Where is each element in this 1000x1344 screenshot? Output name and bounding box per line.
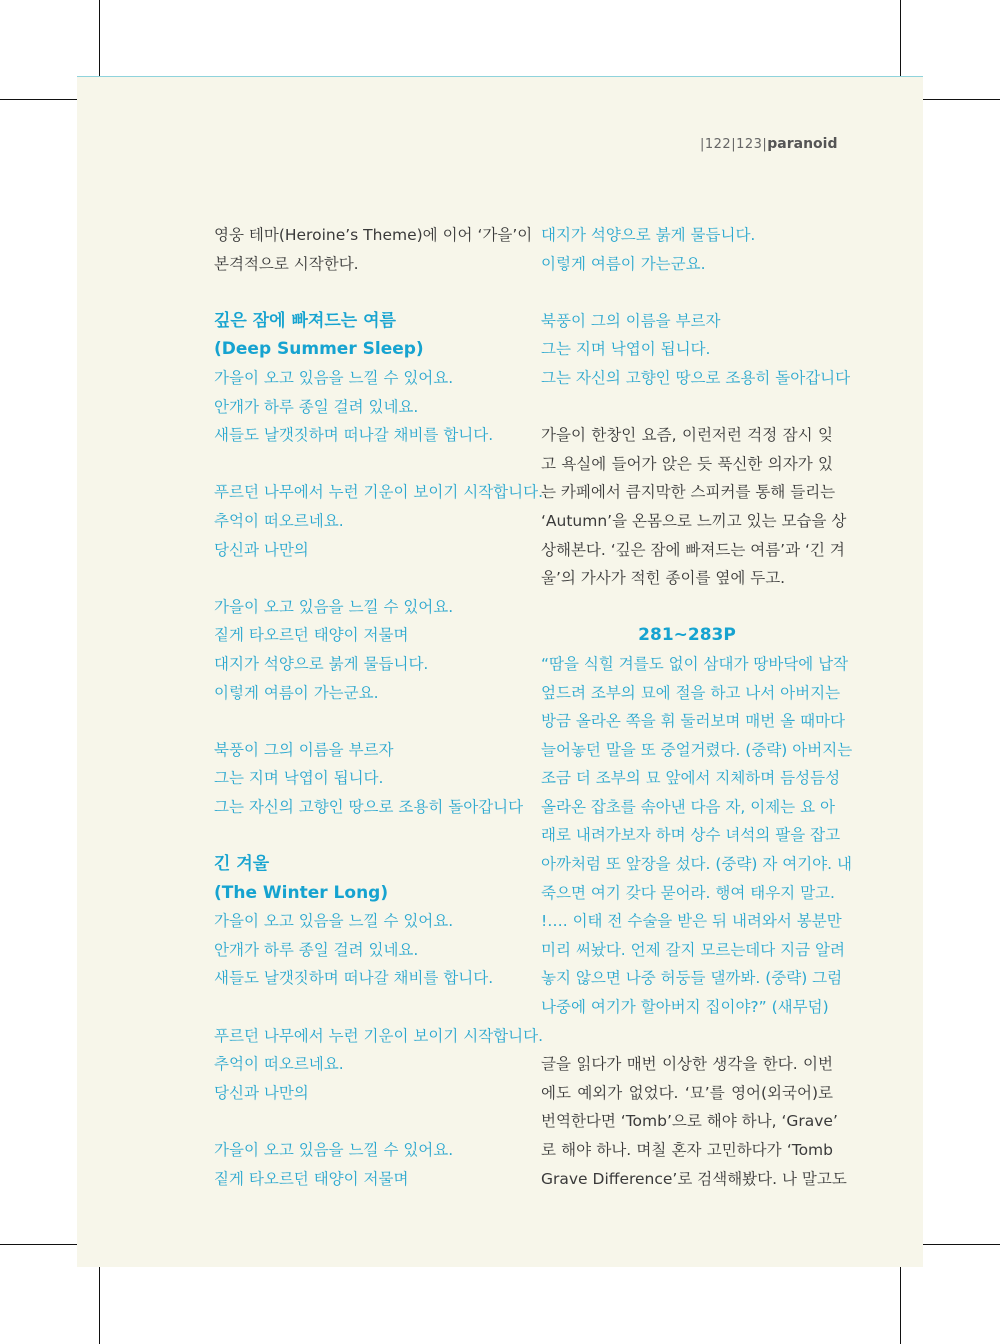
paragraph-gap [541,593,833,622]
section-heading: (The Winter Long) [214,882,389,903]
left-text-column [214,221,544,1193]
text-line: 울’의 가사가 적힌 종이를 옆에 두고. [541,569,786,588]
text-line: 번역한다면 ‘Tomb’으로 해야 하나, ‘Grave’ [541,1112,838,1131]
text-line: 그는 자신의 고향인 땅으로 조용히 돌아갑니다 [214,797,524,816]
crop-mark-top-right-h [923,99,1000,100]
paragraph-gap [214,1107,506,1136]
text-line: 가을이 한창인 요즘, 이런저런 걱정 잠시 잊 [541,426,833,445]
text-line: 새들도 날갯짓하며 떠나갈 채비를 합니다. [214,969,494,988]
text-line: 에도 예외가 없었다. ‘묘’를 영어(외국어)로 [541,1083,833,1102]
paragraph-gap [214,564,506,593]
paragraph-gap [214,707,506,736]
text-line: 가을이 오고 있음을 느낄 수 있어요. [214,597,454,616]
paragraph-gap [214,821,506,850]
text-line: 짙게 타오르던 태양이 저물며 [214,1169,409,1188]
section-heading: 긴 겨울 [214,854,270,875]
text-line: 방금 올라온 쪽을 휘 둘러보며 매번 올 때마다 [541,712,846,731]
text-line: 아까처럼 또 앞장을 섰다. (중략) 자 여기야. 내 [541,855,852,874]
text-line: 북풍이 그의 이름을 부르자 [214,740,394,759]
text-line: 가을이 오고 있음을 느낄 수 있어요. [214,912,454,931]
paragraph-gap [541,1022,833,1051]
text-line: 가을이 오고 있음을 느낄 수 있어요. [214,1141,454,1159]
text-line: 놓지 않으면 나중 허둥들 댈까봐. (중략) 그럼 [541,969,843,988]
crop-mark-top-left-v [99,0,100,76]
section-heading: (Deep Summer Sleep) [214,339,424,360]
right-text-column [541,221,853,1193]
text-line: 대지가 석양으로 붉게 물듭니다. [214,654,429,673]
text-line: 대지가 석양으로 붉게 물듭니다. [541,226,756,244]
text-line: 고 욕실에 들어가 앉은 듯 푹신한 의자가 있 [541,454,833,473]
text-line: 새들도 날갯짓하며 떠나갈 채비를 합니다. [214,426,494,445]
text-line: 짙게 타오르던 태양이 저물며 [214,626,409,645]
text-line: 늘어놓던 말을 또 중얼거렸다. (중략) 아버지는 [541,740,853,759]
text-line: 본격적으로 시작한다. [214,254,359,273]
section-heading: 깊은 잠에 빠져드는 여름 [214,310,396,331]
crop-mark-bottom-left-v [99,1266,100,1344]
paragraph-gap [214,278,506,307]
text-line: 그는 지며 낙엽이 됩니다. [214,769,384,788]
crop-mark-top-left-h [0,99,77,100]
text-line: 래로 내려가보자 하며 상수 녀석의 팔을 잡고 [541,826,841,845]
text-line: 조금 더 조부의 묘 앞에서 지체하며 듬성듬성 [541,769,841,788]
text-line: 당신과 나만의 [214,540,309,559]
text-line: 그는 지며 낙엽이 됩니다. [541,340,711,359]
text-line: !…. 이태 전 수술을 받은 뒤 내려와서 봉분만 [541,912,842,931]
text-line: 죽으면 여기 갖다 묻어라. 행여 태우지 말고. [541,883,835,902]
paragraph-gap [541,393,833,422]
text-line: 이렇게 여름이 가는군요. [541,254,706,273]
text-line: 는 카페에서 큼지막한 스피커를 통해 들리는 [541,483,836,502]
text-line: 로 해야 하나. 며칠 혼자 고민하다가 ‘Tomb [541,1141,833,1159]
page-header [700,136,838,152]
page-numbers: |122|123| [700,137,768,152]
paragraph-gap [214,450,506,479]
text-line: 안개가 하루 종일 걸려 있네요. [214,940,419,959]
text-line: 상해본다. ‘깊은 잠에 빠져드는 여름’과 ‘긴 겨 [541,540,845,559]
crop-mark-bottom-right-v [900,1266,901,1344]
text-line: 엎드려 조부의 묘에 절을 하고 나서 아버지는 [541,683,841,702]
text-line: “땀을 식힐 겨를도 없이 삼대가 땅바닥에 납작 [541,654,849,673]
text-line: 그는 자신의 고향인 땅으로 조용히 돌아갑니다 [541,368,851,387]
text-line: 나중에 여기가 할아버지 집이야?” (새무덤) [541,998,829,1017]
text-line: 안개가 하루 종일 걸려 있네요. [214,397,419,416]
text-line: 이렇게 여름이 가는군요. [214,683,379,702]
text-line: Grave Difference’로 검색해봤다. 나 말고도 [541,1169,847,1188]
text-line: 푸르던 나무에서 누런 기운이 보이기 시작합니다. [214,1026,544,1045]
crop-mark-bottom-left-h [0,1244,77,1245]
section-heading: 281~283P [638,625,736,646]
text-line: 북풍이 그의 이름을 부르자 [541,311,721,330]
text-line: 가을이 오고 있음을 느낄 수 있어요. [214,368,454,387]
text-line: 영웅 테마(Heroine’s Theme)에 이어 ‘가을’이 [214,226,533,244]
crop-mark-top-right-v [900,0,901,76]
text-line: 푸르던 나무에서 누런 기운이 보이기 시작합니다. [214,483,544,502]
text-line: 글을 읽다가 매번 이상한 생각을 한다. 이번 [541,1055,833,1074]
crop-mark-bottom-right-h [923,1244,1000,1245]
text-line: 올라온 잡초를 솎아낸 다음 자, 이제는 요 아 [541,797,835,816]
text-line: 미리 써놨다. 언제 갈지 모르는데다 지금 알려 [541,940,846,959]
text-line: 추억이 떠오르네요. [214,1055,344,1074]
text-line: 당신과 나만의 [214,1083,309,1102]
magazine-brand: paranoid [767,136,838,152]
paragraph-gap [214,993,506,1022]
text-line: 추억이 떠오르네요. [214,511,344,530]
paragraph-gap [541,278,833,307]
text-line: ‘Autumn’을 온몸으로 느끼고 있는 모습을 상 [541,511,847,530]
